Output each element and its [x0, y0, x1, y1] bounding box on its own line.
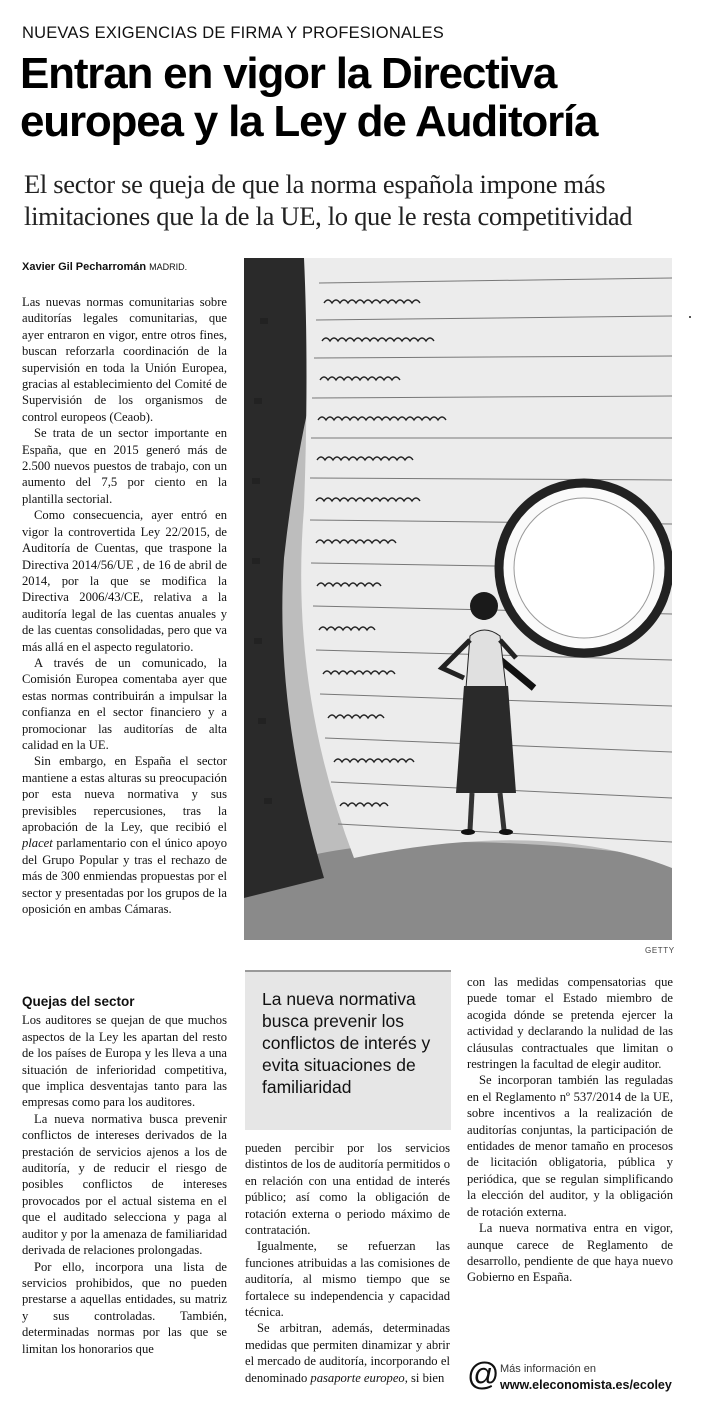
paragraph-continued: con las medidas compensatorias que puede tomar el Estado miembro de acogida dónde se pretenda ejercer la actividad y declarando la nulidad de las cláusulas contractuales que limitan o restringen la facultad de elegir auditor. [467, 975, 673, 1072]
paragraph: Por ello, incorpora una lista de servicios prohibidos, que no pueden prestarse a aquellas entidades, su matriz y sus controladas. También, determinadas normas por las que se limitan los honorarios que [22, 1259, 227, 1356]
italic-term: pasaporte europeo [310, 1370, 405, 1385]
byline [22, 261, 187, 273]
photo-credit: GETTY [645, 946, 675, 955]
paragraph-text: parlamentario con el único apoyo del Grupo Popular y tras el rechazo de más de 300 enmiendas propuestas por el sector y presentadas por los grupos de la oposición en ambas Cámaras. [22, 836, 227, 917]
paragraph: Los auditores se quejan de que muchos aspectos de la Ley les apartan del resto de los países de Europa y les lleva a una situación de inferioridad competitiva, que implica desventajas tanto para las empresas como para los auditores. [22, 1013, 227, 1110]
paragraph: La nueva normativa entra en vigor, aunque carece de Reglamento de desarrollo, pendiente de que haya nuevo Gobierno en España. [467, 1221, 673, 1285]
paragraph [245, 1320, 450, 1386]
paragraph: pueden percibir por los servicios distintos de los de auditoría permitidos o en relación con una entidad de interés público; así como la obligación de rotación externa o periodo máximo de contratación. [245, 1141, 450, 1238]
at-icon: @ [467, 1356, 500, 1392]
body-column-3 [467, 974, 673, 1286]
paragraph [22, 753, 227, 917]
more-info-label: Más información en [500, 1363, 596, 1375]
byline-author: Xavier Gil Pecharromán [22, 261, 147, 273]
pull-quote-text: La nueva normativa busca prevenir los conflictos de interés y evita situaciones de familiaridad [262, 989, 431, 1097]
paragraph: Igualmente, se refuerzan las funciones atribuidas a las comisiones de auditoría, al mismo tiempo que se fortalece su independencia y capacidad técnica. [245, 1239, 450, 1320]
body-column-1 [22, 294, 227, 917]
paragraph: Como consecuencia, ayer entró en vigor la controvertida Ley 22/2015, de Auditoría de Cuentas, que traspone la Directiva 2014/56/UE , de 16 de abril de 2014, por la que se modifica la Directiva 2006/43/CE, relativa a la auditoría legal de las cuentas anuales y de las cuentas consolidadas, pero que va más allá en el aspecto regulatorio. [22, 508, 227, 654]
article-headline: Entran en vigor la Directiva europea y la Ley de Auditoría [20, 49, 598, 146]
illustration [244, 258, 672, 940]
paragraph: Se incorporan también las reguladas en el Reglamento nº 537/2014 de la UE, sobre incentivos a la realización de auditorías conjuntas, la participación de entidades de menor tamaño en procesos de licitación obligatoria, pública y periódica, que se regulan simplificando la elección del auditor, y la obligación de rotación externa. [467, 1073, 673, 1219]
paragraph: Las nuevas normas comunitarias sobre auditorías legales comunitarias, que ayer entraron en vigor, entre otros fines, buscan reforzarla coordinación de la supervisión en toda la Unión Europea, gracias al establecimiento del Comité de Supervisión de los organismos de control europeos (Ceaob). [22, 295, 227, 424]
byline-city: MADRID. [149, 262, 188, 272]
body-column-2 [245, 1140, 450, 1386]
paragraph: Se trata de un sector importante en España, que en 2015 generó más de 2.500 nuevos puestos de trabajo, con un aumento del 7,5 por ciento en la plantilla sectorial. [22, 426, 227, 506]
paragraph: A través de un comunicado, la Comisión Europea comentaba ayer que estas normas contribuirán a impulsar la confianza en el sector financiero y a promocionar las auditorías de alta calidad en la UE. [22, 655, 227, 752]
paragraph-text: , si bien [404, 1370, 445, 1385]
body-column-1-lower [22, 994, 227, 1357]
decorative-dot [689, 316, 691, 318]
article-subheadline: El sector se queja de que la norma española impone más limitaciones que la de la UE, lo que le resta competitividad [24, 169, 633, 231]
italic-term: placet [22, 836, 53, 851]
more-info-box [467, 1356, 687, 1396]
paragraph-text: Sin embargo, en España el sector mantiene a estas alturas su preocupación por esta nueva normativa y sus previsibles repercusiones, tras la aprobación de la Ley, que recibió el [22, 754, 227, 834]
paragraph-text: Se arbitran, además, determinadas medidas que permiten dinamizar y abrir el mercado de auditoría, incorporando el denominado [245, 1321, 450, 1385]
article-kicker: NUEVAS EXIGENCIAS DE FIRMA Y PROFESIONALES [22, 24, 444, 42]
section-heading: Quejas del sector [22, 994, 135, 1009]
paragraph: La nueva normativa busca prevenir conflictos de intereses derivados de la prestación de servicios ajenos a los de auditoría, y de reducir el riesgo de posibles conflictos de intereses provocados por el actual sistema en el que el auditado selecciona y paga al auditor y por la amenaza de familiaridad derivada de relaciones prolongadas. [22, 1111, 227, 1258]
pull-quote [245, 970, 451, 1130]
more-info-link[interactable]: www.eleconomista.es/ecoley [500, 1378, 672, 1392]
